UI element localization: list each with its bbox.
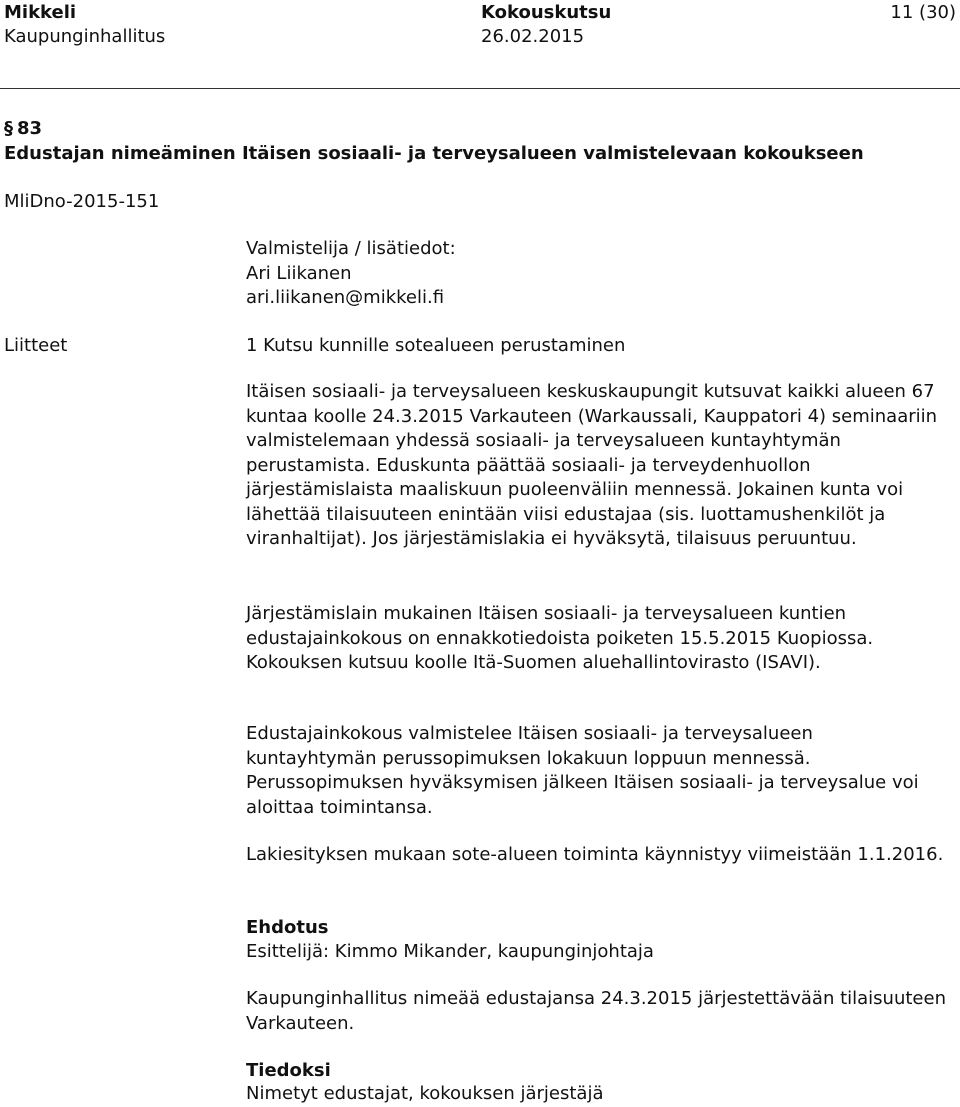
attachment-item: 1 Kutsu kunnille sotealueen perustaminen	[246, 335, 626, 356]
diary-number: MliDno-2015-151	[4, 191, 160, 212]
header-body: Kaupunginhallitus	[4, 26, 166, 47]
proposal-presenter: Esittelijä: Kimmo Mikander, kaupunginjohtaja	[246, 941, 654, 962]
header-date: 26.02.2015	[481, 26, 585, 47]
document-header	[0, 0, 960, 89]
header-document-type: Kokouskutsu	[481, 2, 612, 23]
notification-text: Nimetyt edustajat, kokouksen järjestäjä	[246, 1083, 604, 1104]
section-sign: §	[4, 118, 13, 139]
paragraph: Järjestämislain mukainen Itäisen sosiaali- ja terveysalueen kuntien edustajainkokous on ennakkotiedoista poiketen 15.5.2015 Kuopiossa. Kokouksen kutsuu koolle Itä-Suomen aluehallintovirasto (ISAVI).	[246, 603, 874, 673]
notification-heading: Tiedoksi	[246, 1060, 331, 1081]
section-number-line	[4, 116, 42, 142]
paragraph: Lakiesityksen mukaan sote-alueen toiminta käynnistyy viimeistään 1.1.2016.	[246, 844, 944, 865]
header-page-number: 11 (30)	[890, 2, 956, 23]
section-number: 83	[17, 118, 43, 139]
preparer-info	[246, 237, 456, 311]
section-title: Edustajan nimeäminen Itäisen sosiaali- ja terveysalueen valmistelevaan kokoukseen	[4, 143, 864, 164]
preparer-label: Valmistelija / lisätiedot:	[246, 238, 456, 259]
proposal-text: Kaupunginhallitus nimeää edustajansa 24.3.2015 järjestettävään tilaisuuteen Varkauteen.	[246, 988, 946, 1034]
paragraph: Edustajainkokous valmistelee Itäisen sosiaali- ja terveysalueen kuntayhtymän perussopimuksen lokakuun loppuun mennessä. Perussopimuksen hyväksymisen jälkeen Itäisen sosiaali- ja terveysalue voi aloittaa toimintansa.	[246, 723, 919, 818]
proposal-heading: Ehdotus	[246, 917, 329, 938]
preparer-name: Ari Liikanen	[246, 262, 352, 284]
attachments-label: Liitteet	[4, 335, 68, 356]
header-organization: Mikkeli	[4, 2, 77, 23]
paragraph: Itäisen sosiaali- ja terveysalueen keskuskaupungit kutsuvat kaikki alueen 67 kuntaa koolle 24.3.2015 Varkauteen (Warkaussali, Kauppatori 4) seminaariin valmistelemaan yhdessä sosiaali- ja terveysalueen kuntayhtymän perustamista. Eduskunta päättää sosiaali- ja terveydenhuollon järjestämislaista maaliskuun puoleenväliin mennessä. Jokainen kunta voi lähettää tilaisuuteen enintään viisi edustajaa (sis. luottamushenkilöt ja viranhaltijat). Jos järjestämislakia ei hyväksytä, tilaisuus peruuntuu.	[246, 381, 938, 549]
preparer-email: ari.liikanen@mikkeli.fi	[246, 287, 445, 308]
